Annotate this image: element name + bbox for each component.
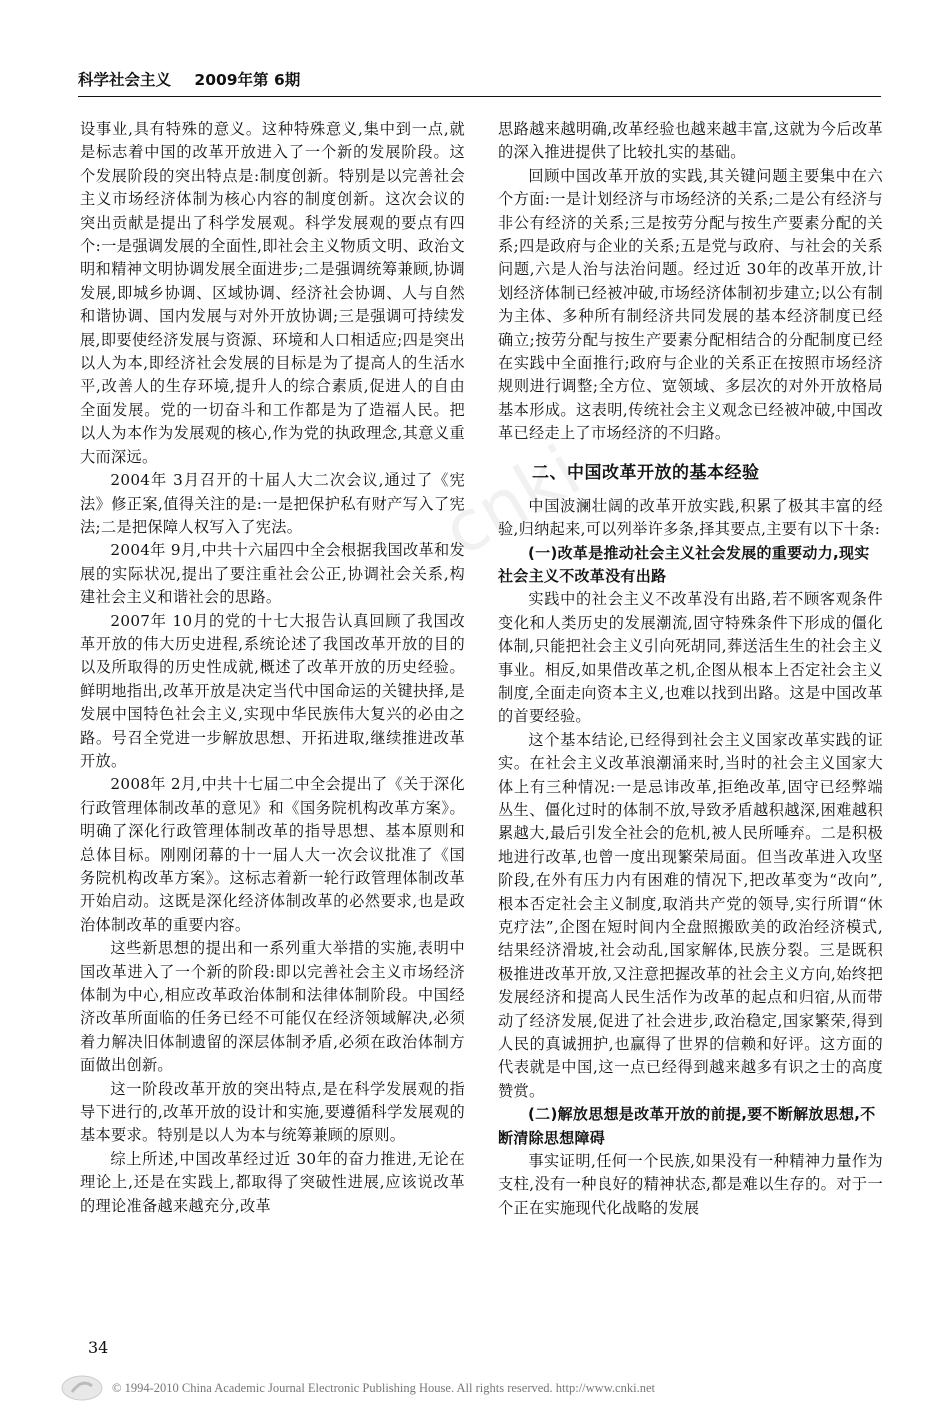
page-number: 34	[88, 1338, 109, 1357]
journal-name: 科学社会主义	[78, 71, 172, 89]
paragraph: 实践中的社会主义不改革没有出路,若不顾客观条件变化和人类历史的发展潮流,固守特殊条件下形成的僵化体制,只能把社会主义引向死胡同,葬送活生生的社会主义事业。相反,如果借改革之机,企图从根本上否定社会主义制度,全面走向资本主义,也难以找到出路。这是中国改革的首要经验。	[498, 590, 883, 726]
publisher-logo-icon	[60, 1374, 104, 1402]
left-column	[80, 118, 465, 1218]
paragraph: 这个基本结论,已经得到社会主义国家改革实践的证实。在社会主义改革浪潮涌来时,当时的社会主义国家大体上有三种情况:一是忌讳改革,拒绝改革,固守已经弊端丛生、僵化过时的体制不放,导致矛盾越积越深,困难越积累越大,最后引发全社会的危机,被人民所唾弃。二是积极地进行改革,也曾一度出现繁荣局面。但当改革进入攻坚阶段,在外有压力内有困难的情况下,把改革变为“改向”,根本否定社会主义制度,取消共产党的领导,实行所谓“休克疗法”,企图在短时间内全盘照搬欧美的政治经济模式,结果经济滑坡,社会动乱,国家解体,民族分裂。三是既积极推进改革开放,又注意把握改革的社会主义方向,始终把发展经济和提高人民生活作为改革的起点和归宿,从而带动了经济发展,促进了社会进步,政治稳定,国家繁荣,得到人民的真诚拥护,也赢得了世界的信赖和好评。这方面的代表就是中国,这一点已经得到越来越多有识之士的高度赞赏。	[498, 730, 883, 1100]
paragraph: 思路越来越明确,改革经验也越来越丰富,这就为今后改革的深入推进提供了比较扎实的基础。	[498, 120, 883, 162]
paragraph: 事实证明,任何一个民族,如果没有一种精神力量作为支柱,没有一种良好的精神状态,都是难以生存的。对于一个正在实施现代化战略的发展	[498, 1152, 883, 1217]
section-title: 二、中国改革开放的基本经验	[532, 462, 760, 483]
paragraph: 2004年 9月,中共十六届四中全会根据我国改革和发展的实际状况,提出了要注重社会公正,协调社会关系,构建社会主义和谐社会的思路。	[80, 541, 465, 607]
paragraph: 回顾中国改革开放的实践,其关键问题主要集中在六个方面:一是计划经济与市场经济的关系;二是公有经济与非公有经济的关系;三是按劳分配与按生产要素分配的关系;四是政府与企业的关系;五是党与政府、与社会的关系问题,六是人治与法治问题。经过近 30年的改革开放,计划经济体制已经被冲破,市场经济体制初步建立;以公有制为主体、多种所有制经济共同发展的基本经济制度已经确立;按劳分配与按生产要素分配相结合的分配制度已经在实践中全面推行;政府与企业的关系正在按照市场经济规则进行调整;全方位、宽领域、多层次的对外开放格局基本形成。这表明,传统社会主义观念已经被冲破,中国改革已经走上了市场经济的不归路。	[498, 166, 883, 443]
paragraph: 2004年 3月召开的十届人大二次会议,通过了《宪法》修正案,值得关注的是:一是把保护私有财产写入了宪法;二是把保障人权写入了宪法。	[80, 471, 465, 536]
subsection-title: (一)改革是推动社会主义社会发展的重要动力,现实社会主义不改革没有出路	[498, 543, 870, 585]
paragraph: 设事业,具有特殊的意义。这种特殊意义,集中到一点,就是标志着中国的改革开放进入了一个新的发展阶段。这个发展阶段的突出特点是:制度创新。特别是以完善社会主义市场经济体制为核心内容的制度创新。这次会议的突出贡献是提出了科学发展观。科学发展观的要点有四个:一是强调发展的全面性,即社会主义物质文明、政治文明和精神文明协调发展全面进步;二是强调统筹兼顾,协调发展,即城乡协调、区域协调、经济社会协调、人与自然和谐协调、国内发展与对外开放协调;三是强调可持续发展,即要使经济发展与资源、环境和人口相适应;四是突出以人为本,即经济社会发展的目标是为了提高人的生活水平,改善人的生存环境,提升人的综合素质,促进人的自由全面发展。党的一切奋斗和工作都是为了造福人民。把以人为本作为发展观的核心,作为党的执政理念,其意义重大而深远。	[80, 120, 465, 466]
watermark: cnki	[429, 429, 594, 573]
paragraph: 2007年 10月的党的十七大报告认真回顾了我国改革开放的伟大历史进程,系统论述了我国改革开放的目的以及所取得的历史性成就,概述了改革开放的历史经验。鲜明地指出,改革开放是决定当代中国命运的关键抉择,是发展中国特色社会主义,实现中华民族伟大复兴的必由之路。号召全党进一步解放思想、开拓进取,继续推进改革开放。	[80, 611, 465, 770]
paragraph: 这一阶段改革开放的突出特点,是在科学发展观的指导下进行的,改革开放的设计和实施,要遵循科学发展观的基本要求。特别是以人为本与统筹兼顾的原则。	[80, 1079, 465, 1145]
paragraph: 综上所述,中国改革经过近 30年的奋力推进,无论在理论上,还是在实践上,都取得了突破性进展,应该说改革的理论准备越来越充分,改革	[80, 1149, 465, 1215]
paragraph: 中国波澜壮阔的改革开放实践,积累了极其丰富的经验,归纳起来,可以列举许多条,择其要点,主要有以下十条:	[498, 496, 883, 539]
paragraph: 2008年 2月,中共十七届二中全会提出了《关于深化行政管理体制改革的意见》和《国务院机构改革方案》。明确了深化行政管理体制改革的指导思想、基本原则和总体目标。刚刚闭幕的十一届人大一次会议批准了《国务院机构改革方案》。这标志着新一轮行政管理体制改革开始启动。这既是深化经济体制改革的必然要求,也是政治体制改革的重要内容。	[80, 775, 465, 934]
issue-label: 2009年第 6期	[194, 71, 301, 89]
paragraph: 这些新思想的提出和一系列重大举措的实施,表明中国改革进入了一个新的阶段:即以完善社会主义市场经济体制为中心,相应改革政治体制和法律体制阶段。中国经济改革所面临的任务已经不可能仅在经济领域解决,必须着力解决旧体制遗留的深层体制矛盾,必须在政治体制方面做出创新。	[80, 939, 465, 1075]
running-header	[78, 68, 881, 97]
footer	[40, 1374, 920, 1404]
subsection-title: (二)解放思想是改革开放的前提,要不断解放思想,不断清除思想障碍	[498, 1105, 876, 1147]
copyright-notice: © 1994-2010 China Academic Journal Electronic Publishing House. All rights reserved. http://www.cnki.net	[112, 1381, 655, 1395]
right-column	[498, 118, 883, 1220]
